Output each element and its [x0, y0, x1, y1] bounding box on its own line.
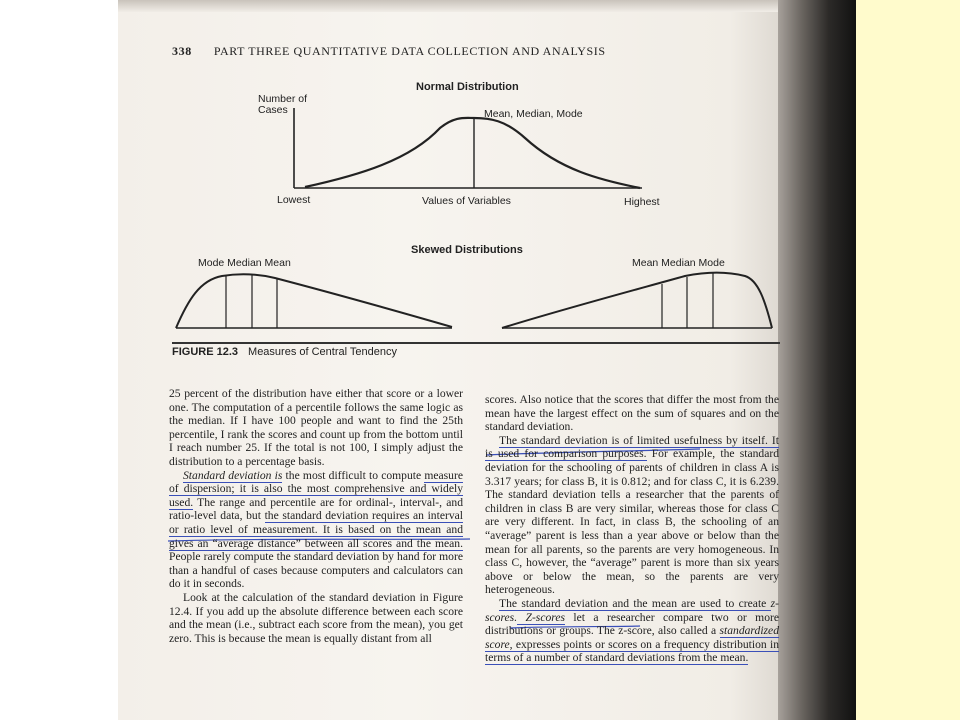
skewed-right-label: Mean Median Mode: [632, 257, 725, 269]
figure-caption: [172, 346, 397, 358]
normal-x-center: Values of Variables: [422, 195, 511, 207]
left-underline-2: the standard deviation requires an interval or ratio level of measurement. It is based on the mean and gives an “average distance” between all scores and the mean.: [169, 509, 463, 550]
right-underline-1: The standard deviation is of limited usefulness by itself. It is used for comparison purposes.: [485, 433, 779, 461]
skewed-title: Skewed Distributions: [411, 244, 523, 256]
right-paragraph-3: [485, 597, 779, 665]
normal-y-label-2: Cases: [258, 104, 288, 116]
normal-peak-label: Mean, Median, Mode: [484, 108, 583, 120]
normal-curve: [305, 118, 640, 188]
left-text-run: the most difficult to compute: [282, 468, 425, 482]
left-paragraph-2: [169, 469, 463, 591]
right-text-run-2: let a researcher compare two or more distributions or groups. The z-score, also called a: [485, 610, 779, 638]
caption-number: FIGURE 12.3: [172, 346, 239, 358]
page-number: 338: [172, 44, 192, 58]
left-text-run-2: The range and percentile are for ordinal-, interval-, and ratio-level data, but: [169, 495, 463, 523]
caption-rule: [172, 342, 780, 344]
right-underline-2: The standard deviation and the mean are used to create: [499, 596, 771, 610]
normal-x-right: Highest: [624, 196, 660, 208]
skewed-left-label: Mode Median Mean: [198, 257, 291, 269]
left-paragraph-3: Look at the calculation of the standard deviation in Figure 12.4. If you add up the absolute difference between each score and the mean (i.e., subtract each score from the mean), you get zero. This is because the mean is equally distant from all: [169, 590, 463, 645]
right-column: [485, 393, 779, 665]
right-paragraph-1: scores. Also notice that the scores that differ the most from the mean have the largest effect on the sum of squares and on the standard deviation.: [485, 393, 779, 434]
left-column: [169, 387, 463, 645]
right-underline-3: Z-scores: [517, 610, 566, 624]
right-term-1: z-scores.: [485, 596, 779, 624]
right-underline-4: standardized score,: [485, 624, 779, 651]
caption-text: Measures of Central Tendency: [248, 346, 398, 358]
right-underline-5: expresses points or scores on a frequency distribution in terms of a number of standard deviations from the mean.: [485, 637, 779, 665]
normal-title: Normal Distribution: [416, 81, 519, 93]
normal-x-left: Lowest: [277, 194, 311, 206]
right-text-run: For example, the standard deviation for the schooling of parents of children in class A is 3.317 years; for class B, it is 0.812; and for class C, it is 6.239. The standard deviation tells a researcher that the parents of children in class B are very similar, whereas those for class C are very different. In fact, in class B, the schooling of an “average” parent is less than a year above or below than the mean for all parents, so the parents are very homogeneous. In class C, however, the “average” parent is more than six years above or below the mean, so the parents are very heterogeneous.: [485, 447, 779, 597]
normal-y-label-1: Number of: [258, 93, 308, 105]
skew-left-curve: [176, 274, 452, 328]
skew-right-curve: [502, 273, 772, 328]
left-text-run-3: People rarely compute the standard deviation by hand for more than a handful of cases because computers and calculators can do it in seconds.: [169, 550, 463, 591]
left-underline-term: Standard deviation is: [183, 468, 283, 482]
left-underline-1: measure of dispersion; it is also the most comprehensive and widely used.: [169, 468, 463, 509]
left-paragraph-1: 25 percent of the distribution have either that score or a lower one. The computation of a percentile follows the same logic as the median. If I have 100 people and want to find the 25th percentile, I rank the scores and count up from the bottom until I reach number 25. If the total is not 100, I simply adjust the distribution to a percentage basis.: [169, 387, 463, 468]
right-paragraph-2: [485, 434, 779, 597]
part-title: PART THREE QUANTITATIVE DATA COLLECTION AND ANALYSIS: [213, 44, 606, 58]
